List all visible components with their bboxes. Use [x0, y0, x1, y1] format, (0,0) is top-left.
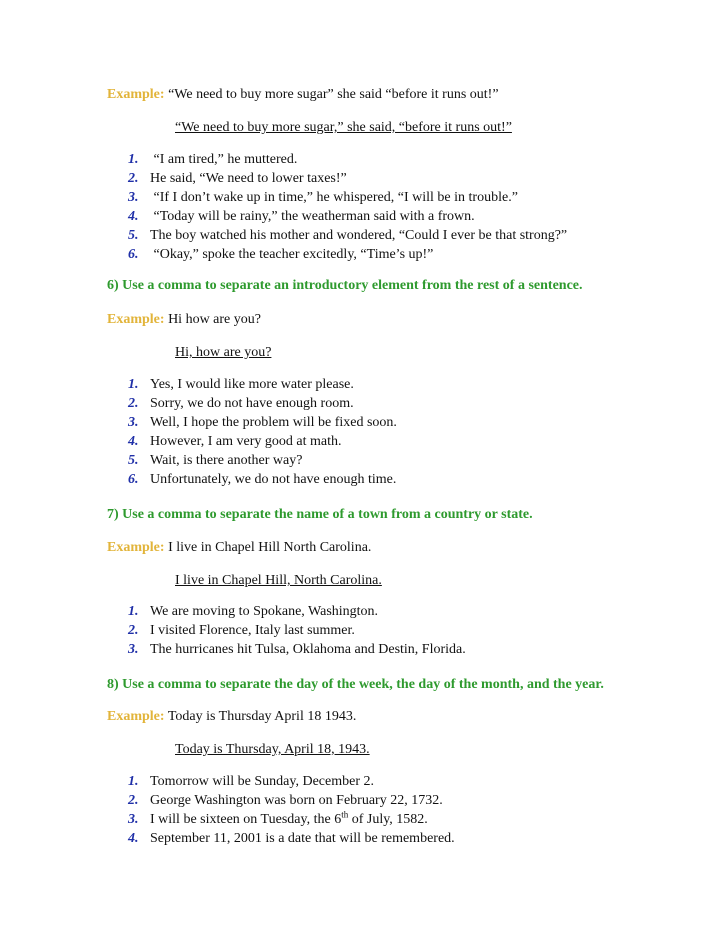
item-number: 2. — [128, 396, 139, 411]
list-item — [128, 471, 396, 489]
item-text: “I am tired,” he muttered. — [150, 152, 298, 167]
example-answer: Hi, how are you? — [175, 345, 272, 360]
item-text: We are moving to Spokane, Washington. — [150, 604, 379, 619]
list-item — [128, 830, 455, 848]
list-item — [128, 189, 518, 207]
item-text: The hurricanes hit Tulsa, Oklahoma and Destin, Florida. — [150, 642, 466, 657]
item-number: 1. — [128, 774, 139, 789]
item-text: Yes, I would like more water please. — [150, 377, 354, 392]
item-text: George Washington was born on February 22, 1732. — [150, 793, 443, 808]
example-label: Example: — [107, 709, 165, 724]
item-text: Sorry, we do not have enough room. — [150, 396, 354, 411]
example-answer: Today is Thursday, April 18, 1943. — [175, 742, 370, 757]
list-item — [128, 170, 347, 188]
item-number: 3. — [128, 812, 139, 827]
list-item — [128, 622, 355, 640]
example-label: Example: — [107, 540, 165, 555]
item-number: 4. — [128, 209, 139, 224]
list-item — [128, 452, 302, 470]
example-label: Example: — [107, 87, 165, 102]
item-number: 5. — [128, 453, 139, 468]
example-text: Hi how are you? — [168, 312, 261, 327]
list-item — [128, 433, 342, 451]
example-line — [107, 86, 499, 104]
example-line — [107, 311, 261, 329]
item-number: 2. — [128, 793, 139, 808]
item-number: 4. — [128, 434, 139, 449]
example-line — [107, 539, 371, 557]
example-answer: I live in Chapel Hill, North Carolina. — [175, 573, 382, 588]
item-text: “Okay,” spoke the teacher excitedly, “Time’s up!” — [150, 247, 434, 262]
example-text: Today is Thursday April 18 1943. — [167, 709, 357, 724]
item-number: 5. — [128, 228, 139, 243]
item-number: 3. — [128, 642, 139, 657]
item-text: Tomorrow will be Sunday, December 2. — [150, 774, 374, 789]
list-item — [128, 208, 475, 226]
item-text: “If I don’t wake up in time,” he whispered, “I will be in trouble.” — [150, 190, 518, 205]
item-number: 1. — [128, 152, 139, 167]
item-text: “Today will be rainy,” the weatherman said with a frown. — [150, 209, 475, 224]
item-text: Wait, is there another way? — [150, 453, 303, 468]
list-item — [128, 773, 374, 791]
ordinal-suffix: th — [341, 809, 349, 820]
example-text: I live in Chapel Hill North Carolina. — [168, 540, 372, 555]
example-label: Example: — [107, 312, 165, 327]
item-number: 2. — [128, 171, 139, 186]
list-item — [128, 811, 428, 829]
item-text: However, I am very good at math. — [150, 434, 342, 449]
list-item — [128, 414, 397, 432]
item-number: 3. — [128, 190, 139, 205]
example-line — [107, 708, 356, 726]
item-text: Well, I hope the problem will be fixed soon. — [150, 415, 397, 430]
item-number: 2. — [128, 623, 139, 638]
item-number: 4. — [128, 831, 139, 846]
list-item — [128, 603, 378, 621]
item-number: 6. — [128, 472, 139, 487]
list-item — [128, 641, 466, 659]
section-heading: 8) Use a comma to separate the day of the week, the day of the month, and the year. — [107, 677, 604, 692]
item-number: 1. — [128, 377, 139, 392]
list-item — [128, 151, 297, 169]
list-item — [128, 792, 443, 810]
section-heading: 7) Use a comma to separate the name of a town from a country or state. — [107, 507, 533, 522]
item-text: I visited Florence, Italy last summer. — [150, 623, 355, 638]
list-item — [128, 395, 354, 413]
item-text: September 11, 2001 is a date that will be remembered. — [150, 831, 455, 846]
item-text-after: of July, 1582. — [348, 812, 428, 827]
item-number: 3. — [128, 415, 139, 430]
list-item — [128, 227, 567, 245]
item-number: 1. — [128, 604, 139, 619]
list-item — [128, 376, 354, 394]
section-heading: 6) Use a comma to separate an introductory element from the rest of a sentence. — [107, 278, 583, 293]
item-text: He said, “We need to lower taxes!” — [150, 171, 347, 186]
example-text: “We need to buy more sugar” she said “before it runs out!” — [168, 87, 499, 102]
item-text-before: I will be sixteen on Tuesday, the 6 — [150, 812, 342, 827]
list-item — [128, 246, 433, 264]
item-text: Unfortunately, we do not have enough time. — [150, 472, 397, 487]
item-number: 6. — [128, 247, 139, 262]
item-text: The boy watched his mother and wondered, “Could I ever be that strong?” — [150, 228, 568, 243]
example-answer: “We need to buy more sugar,” she said, “before it runs out!” — [175, 120, 512, 135]
